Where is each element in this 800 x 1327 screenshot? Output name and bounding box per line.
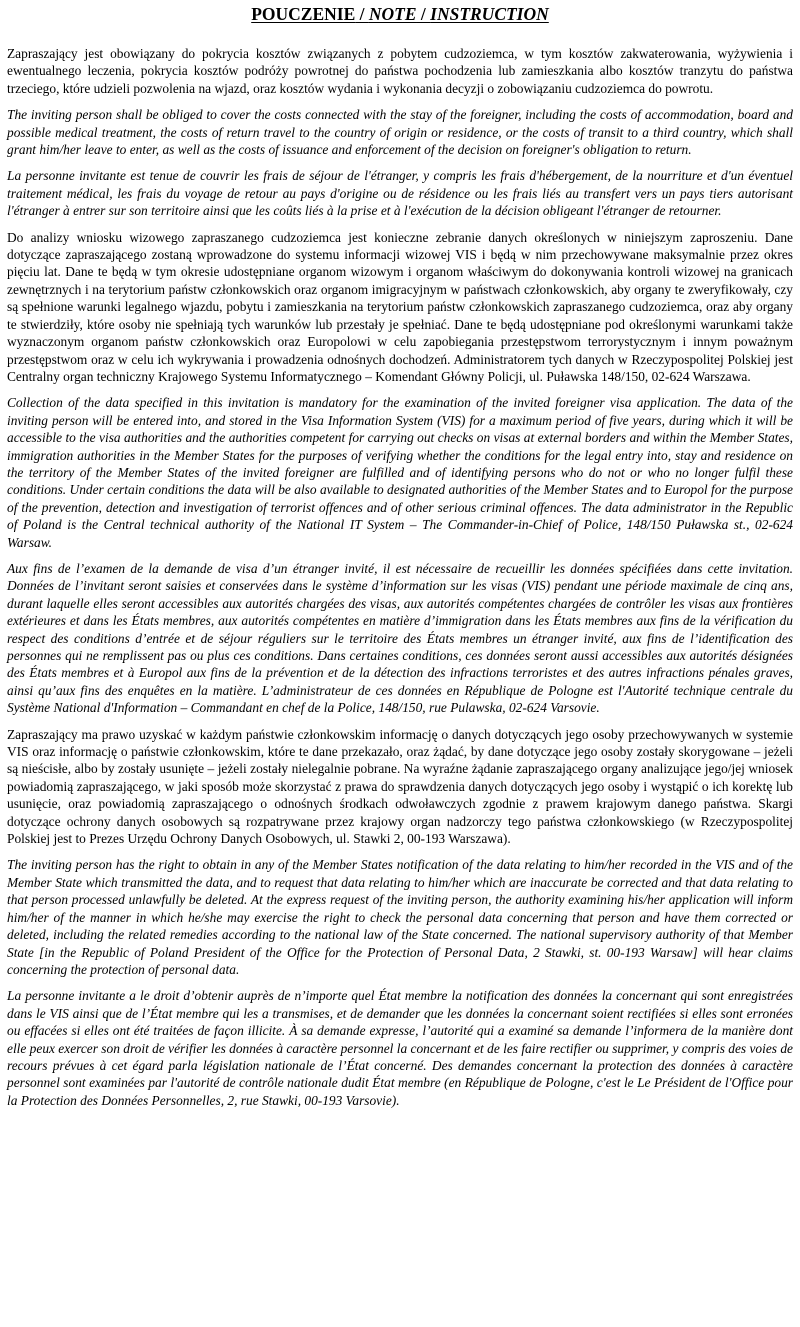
- paragraph-costs-pl: Zapraszający jest obowiązany do pokrycia kosztów związanych z pobytem cudzoziemca, w tym kosztów zakwaterowania, wyżywienia i ewentualnego leczenia, pokrycia kosztów podróży powrotnej do państwa pochodzenia lub zamieszkania albo kosztów tranzytu do państwa trzeciego, które udzieli pozwolenia na wjazd, oraz kosztów wydania i wykonania decyzji o zobowiązaniu cudzoziemca do powrotu.: [7, 46, 793, 96]
- page-title: [7, 4, 793, 24]
- paragraph-data-collection-pl: Do analizy wniosku wizowego zapraszanego cudzoziemca jest konieczne zebranie danych określonych w niniejszym zaproszeniu. Dane dotyczące zapraszającego zostaną wprowadzone do systemu informacji wizowej VIS i będą w nim przechowywane maksymalnie przez okres pięciu lat. Dane te będą w tym okresie udostępniane organom wizowym i organom właściwym do dokonywania kontroli wizowej na granicach zewnętrznych i na terytorium państw członkowskich oraz organom imigracyjnym w państwach członkowskich, aby organy te zweryfikowały, czy są spełnione warunki legalnego wjazdu, pobytu i zamieszkania na terytorium państw członkowskich zapraszanego cudzoziemca, oraz aby organy te stwierdziły, które osoby nie spełniają tych warunków lub przestały je spełniać. Dane te będą udostępniane pod określonymi warunkami także wyznaczonym organom państw członkowskich oraz Europolowi w celu zapobiegania przestępstwom terrorystycznym i innym poważnym przestępstwom oraz w celu ich wykrywania i prowadzenia odnośnych dochodzeń. Administratorem tych danych w Rzeczypospolitej Polskiej jest Centralny organ techniczny Krajowego Systemu Informatycznego – Komendant Główny Policji, ul. Puławska 148/150, 02-624 Warszawa.: [7, 229, 793, 384]
- paragraph-rights-pl: Zapraszający ma prawo uzyskać w każdym państwie członkowskim informację o danych dotyczących jego osoby przechowywanych w systemie VIS oraz informację o państwie członkowskim, które te dane przekazało, oraz żądać, by dane dotyczące jego osoby zostały skorygowane – jeżeli są nieścisłe, albo by zostały usunięte – jeżeli zostały nielegalnie pobrane. Na wyraźne żądanie zapraszającego organy analizujące jego/jej wniosek powiadomią zapraszającego, w jaki sposób może skorzystać z prawa do sprawdzenia danych dotyczących jego osoby i wystąpić o ich korektę lub usunięcie, oraz powiadomią zapraszającego o odnośnych środkach odwoławczych zgodnie z prawem krajowym danego państwa. Skargi dotyczące ochrony danych osobowych są rozpatrywane przez krajowy organ nadzorczy tego państwa członkowskiego (w Rzeczypospolitej Polskiej jest to Prezes Urzędu Ochrony Danych Osobowych, ul. Stawki 2, 00-193 Warszawa).: [7, 726, 793, 847]
- paragraph-costs-en: The inviting person shall be obliged to cover the costs connected with the stay of the foreigner, including the costs of accommodation, board and possible medical treatment, the costs of return travel to the country of origin or residence, or the costs of transit to a third country, which shall grant him/her leave to enter, as well as the costs of issuance and enforcement of the decision on foreigner's obligation to return.: [7, 107, 793, 158]
- paragraph-data-collection-en: Collection of the data specified in this invitation is mandatory for the examination of the invited foreigner visa application. The data of the inviting person will be entered into, and stored in the Visa Information System (VIS) for a maximum period of five years, during which it will be accessible to the visa authorities and the authorities competent for carrying out checks on visas at external borders and within the Member States, immigration authorities in the Member States for the purposes of verifying whether the conditions for the legal entry into, stay and residence on the territory of the Member States of the invited foreigner are fulfilled and of identifying persons who do not or who no longer fulfil these conditions. Under certain conditions the data will be also available to designated authorities of the Member States and to Europol for the purpose of the prevention, detection and investigation of terrorist offences and of other serious criminal offences. The data administrator in the Republic of Poland is the Central technical authority of the National IT System – The Commander-in-Chief of Police, 148/150 Puławska st., 02-624 Warsaw.: [7, 395, 793, 550]
- title-polish: POUCZENIE: [251, 4, 356, 24]
- title-english: NOTE: [368, 4, 417, 24]
- paragraph-rights-en: The inviting person has the right to obtain in any of the Member States notification of the data relating to him/her recorded in the VIS and of the Member State which transmitted the data, and to request that data relating to him/her which are inaccurate be corrected and that data relating to that person processed unlawfully be deleted. At the express request of the inviting person, the authority examining his/her application will inform him/her of the manner in which he/she may exercise the right to check the personal data concerning that person and have them corrected or deleted, including the related remedies according to the national law of the State concerned. The national supervisory authority of that Member State [in the Republic of Poland President of the Office for the Protection of Personal Data, 2 Stawki, st. 00-193 Warsaw] will hear claims concerning the protection of personal data.: [7, 857, 793, 977]
- title-separator: /: [416, 4, 431, 24]
- paragraph-data-collection-fr: Aux fins de l’examen de la demande de visa d’un étranger invité, il est nécessaire de recueillir les données spécifiées dans cette invitation. Données de l’invitant seront saisies et conservées dans le système d’information sur les visas (VIS) pendant une période maximale de cinq ans, durant laquelle elles seront accessibles aux autorités chargées des visas, aux autorités compétentes chargées de contrôler les visas aux frontières extérieures et dans les États membres, aux autorités compétentes en matière d’immigration dans les États membres aux fins de la vérification du respect des conditions d’entrée et de séjour réguliers sur le territoire des États membres un étranger invité, aux fins de l’identification des personnes qui ne remplissent pas ou plus ces conditions. Dans certaines conditions, ces données seront aussi accessibles aux autorités désignées des États membres et à Europol aux fins de la prévention et de la détection des infractions terroristes et des autres infractions pénales graves, ainsi qu’aux fins des enquêtes en la matière. L’administrateur de ces données en République de Pologne est l'Autorité technique centrale du Système National d'Information – Commandant en chef de la Police, 148/150, rue Pulawska, 02-624 Varsovie.: [7, 560, 793, 716]
- title-separator: /: [355, 4, 369, 24]
- paragraph-rights-fr: La personne invitante a le droit d’obtenir auprès de n’importe quel État membre la notification des données la concernant qui sont enregistrées dans le VIS ainsi que de l’État membre qui les a transmises, et de demander que les données la concernant soient rectifiées si elles sont erronées ou effacées si elles ont été traitées de façon illicite. À sa demande expresse, l’autorité qui a examiné sa demande l’informera de la manière dont elle peux exercer son droit de vérifier les données à caractère personnel la concernant et de les faire rectifier ou supprimer, y compris des voies de recours prévues à cet égard parla législation nationale de l’État concerné. Des demandes concernant la protection des données à caractère personnel sont examinées par l'autorité de contrôle nationale dudit État membre (en République de Pologne, c'est le Le Président de l'Office pour la Protection des Données Personnelles, 2, rue Stawki, 00-193 Varsovie).: [7, 988, 793, 1108]
- title-french: INSTRUCTION: [430, 4, 549, 24]
- paragraph-costs-fr: La personne invitante est tenue de couvrir les frais de séjour de l'étranger, y compris les frais d'hébergement, de la nourriture et d'un éventuel traitement médical, les frais du voyage de retour au pays d'origine ou de résidence ou les frais liés au transfert vers un pays tiers autorisant l'étranger à entrer sur son territoire ainsi que les coûts liés à la prise et à l'exécution de la décision obligeant l'étranger de retourner.: [7, 168, 793, 219]
